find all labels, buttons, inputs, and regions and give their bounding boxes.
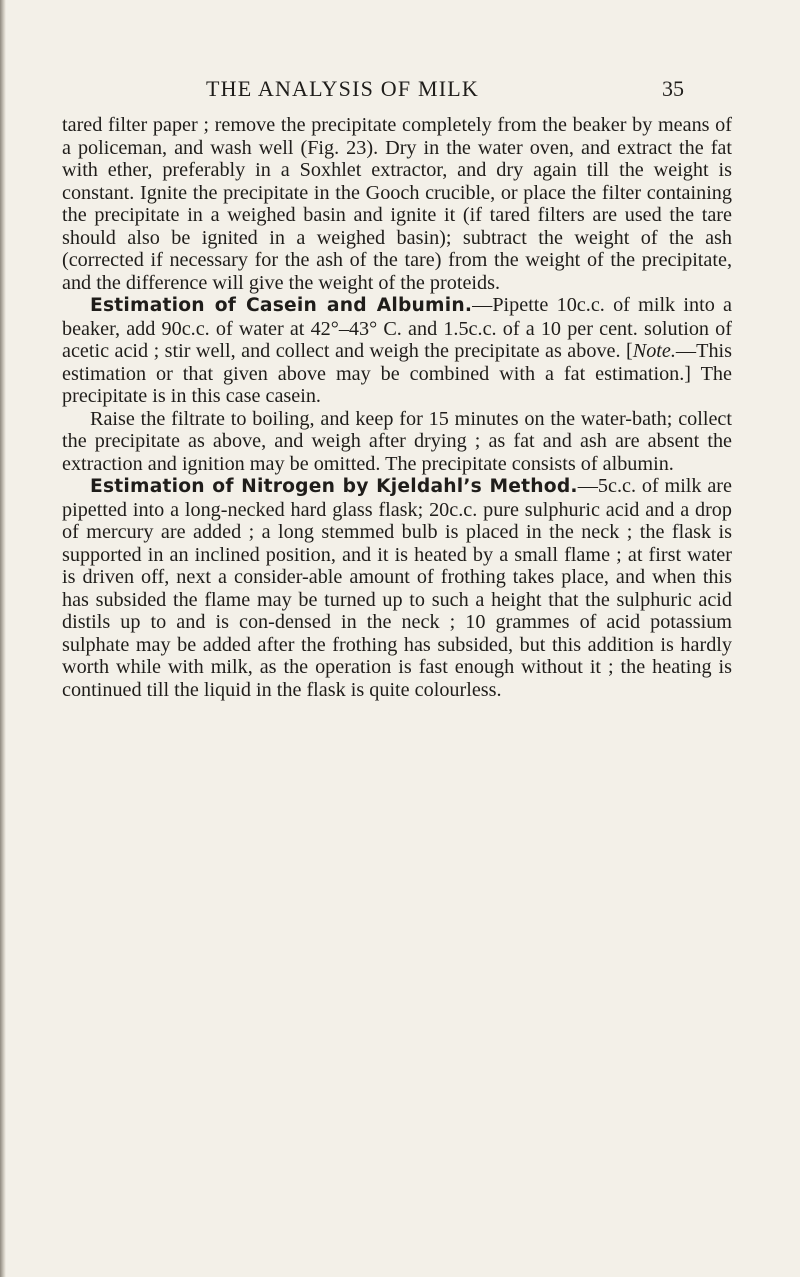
paragraph-albumin (62, 408, 732, 476)
paragraph-text: Raise the filtrate to boiling, and keep for 15 minutes on the water-bath; collect the precipitate as above, and weigh after drying ; as fat and ash are absent the extraction and ignition may be omitted. The precipitate consists of albumin. (62, 407, 732, 475)
section-heading-casein-albumin: Estimation of Casein and Albumin. (90, 295, 473, 316)
page-number: 35 (662, 76, 684, 101)
section-heading-kjeldahl: Estimation of Nitrogen by Kjeldahl’s Method. (90, 476, 578, 497)
paragraph-proteids (62, 114, 732, 294)
page-body (62, 114, 732, 701)
paragraph-casein-albumin (62, 294, 732, 408)
paragraph-text: tared filter paper ; remove the precipitate completely from the beaker by means of a policeman, and wash well (Fig. 23). Dry in the water oven, and extract the fat with ether, preferably in a Soxhlet extractor, and dry again till the weight is constant. Ignite the precipitate in the Gooch crucible, or place the filter containing the precipitate in a weighed basin and ignite it (if tared filters are used the tare should also be ignited in a weighed basin); subtract the weight of the ash (corrected if necessary for the ash of the tare) from the weight of the precipitate, and the difference will give the weight of the proteids. (62, 114, 732, 294)
running-title: THE ANALYSIS OF MILK (206, 76, 479, 101)
note-label: Note. (632, 340, 676, 362)
paragraph-text: —Pipette 10c.c. of milk into a beaker, add 90c.c. of water at 42°–43° C. and 1.5c.c. of a 10 per cent. solution of acetic acid ; stir well, and collect and weigh the precipitate as above. [ (62, 294, 732, 362)
paragraph-kjeldahl (62, 475, 732, 701)
page-header (176, 76, 684, 110)
page-left-edge (0, 0, 6, 1277)
paragraph-text: —This estimation or that given above may be combined with a fat estimation.] The precipitate is in this case casein. (62, 340, 732, 407)
paragraph-text: —5c.c. of milk are pipetted into a long-necked hard glass flask; 20c.c. pure sulphuric acid and a drop of mercury are added ; a long stemmed bulb is placed in the neck ; the flask is supported in an inclined position, and it is heated by a small flame ; at first water is driven off, next a consider-able amount of frothing takes place, and when this has subsided the flame may be turned up to such a height that the sulphuric acid distils up to and is con-densed in the neck ; 10 grammes of acid potassium sulphate may be added after the frothing has subsided, but this addition is hardly worth while with milk, as the operation is fast enough without it ; the heating is continued till the liquid in the flask is quite colourless. (62, 475, 732, 701)
